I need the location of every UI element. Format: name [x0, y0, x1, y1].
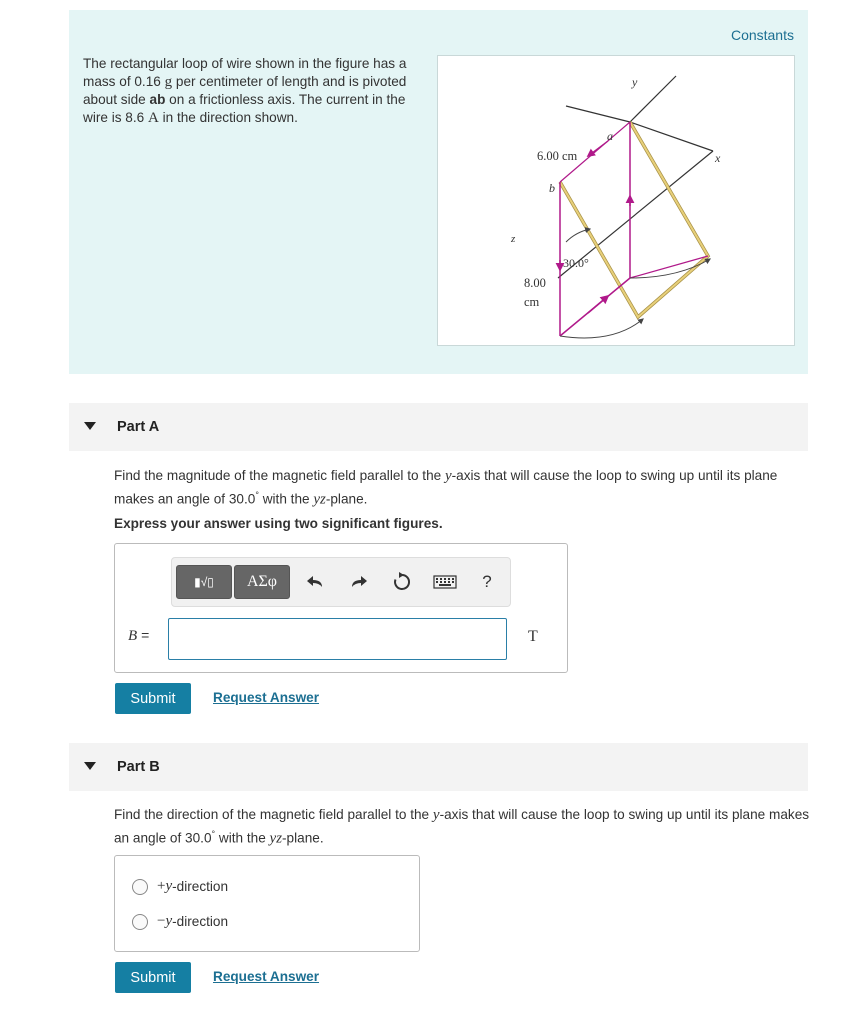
- part-a-question: [114, 466, 794, 510]
- pivot-side: ab: [149, 92, 166, 107]
- axis-back-line: [566, 106, 630, 122]
- help-icon[interactable]: [475, 570, 499, 594]
- label-b: b: [549, 181, 555, 195]
- radio-minus-y[interactable]: [132, 914, 148, 930]
- option-minus-sign: −: [157, 913, 166, 929]
- qb-text-3: with the: [215, 830, 270, 846]
- collapse-triangle-icon[interactable]: [84, 422, 96, 430]
- templates-label: ▮√▯: [194, 575, 214, 589]
- collapse-triangle-icon[interactable]: [84, 762, 96, 770]
- intro-text-2: per centimeter of length and is pivoted about side: [83, 74, 407, 107]
- part-a-request-answer-link[interactable]: Request Answer: [213, 690, 320, 705]
- qa-axis: y: [444, 468, 452, 484]
- mass-unit: g: [164, 74, 173, 90]
- length-label-2: cm: [524, 295, 540, 309]
- intro-text-4: in the direction shown.: [158, 110, 298, 125]
- symbols-button[interactable]: [234, 565, 290, 599]
- option-plus-y[interactable]: [132, 878, 228, 895]
- qb-axis: y: [432, 807, 440, 823]
- option-plus-sign: +: [157, 878, 166, 894]
- width-label: 6.00 cm: [537, 149, 578, 163]
- part-b-submit-button[interactable]: Submit: [115, 962, 191, 993]
- part-b-request-answer-link[interactable]: Request Answer: [213, 969, 320, 984]
- part-b-title: Part B: [117, 759, 160, 775]
- length-label-1: 8.00: [524, 276, 546, 290]
- angle-label: 30.0°: [563, 256, 589, 270]
- part-a-submit-button[interactable]: Submit: [115, 683, 191, 714]
- option-minus-y[interactable]: [132, 913, 228, 930]
- option-plus-label: -direction: [172, 879, 229, 894]
- part-a-header[interactable]: [69, 403, 808, 451]
- math-toolbar: [171, 557, 511, 607]
- swung-loop-fill: [560, 122, 708, 317]
- intro-text-1: The rectangular loop of wire shown in the figure has a mass of 0.16: [83, 56, 407, 89]
- reset-icon[interactable]: [390, 570, 414, 594]
- qa-plane: yz: [313, 491, 326, 508]
- qb-degree: °: [211, 829, 216, 839]
- option-minus-var: y: [165, 913, 173, 929]
- undo-icon[interactable]: [303, 570, 327, 594]
- option-plus-var: y: [165, 878, 173, 894]
- qa-text-4: -plane.: [325, 491, 368, 507]
- variable-b: B: [128, 628, 138, 644]
- qb-text-1: Find the direction of the magnetic field parallel to the: [114, 807, 433, 822]
- qa-text-1: Find the magnitude of the magnetic field parallel to the: [114, 468, 445, 483]
- label-x: x: [715, 151, 721, 165]
- current-arrow-bottom: [588, 296, 608, 313]
- radio-plus-y[interactable]: [132, 879, 148, 895]
- qb-text-4: -plane.: [282, 830, 324, 846]
- qb-text-2: -axis that will cause the loop to swing up until its plane makes an angle of 30.0: [114, 807, 810, 846]
- unit-label: T: [528, 628, 538, 645]
- keyboard-icon[interactable]: [430, 570, 460, 594]
- qa-text-2: -axis that will cause the loop to swing up until its plane makes an angle of 30.0: [114, 468, 778, 507]
- label-z: z: [511, 233, 516, 245]
- part-a-instruction: Express your answer using two significant figures.: [114, 516, 443, 531]
- part-a-title: Part A: [117, 419, 160, 435]
- redo-icon[interactable]: [347, 570, 371, 594]
- loop-figure: [437, 55, 795, 346]
- qb-plane: yz: [269, 830, 283, 847]
- current-arrow-top: [588, 141, 608, 156]
- part-b-header[interactable]: [69, 743, 808, 791]
- variable-label: [128, 627, 149, 645]
- answer-box: [114, 543, 568, 673]
- option-minus-label: -direction: [172, 914, 229, 929]
- equals-sign: =: [141, 627, 150, 643]
- direction-choices: [114, 855, 420, 952]
- constants-link[interactable]: Constants: [730, 27, 794, 43]
- label-a: a: [607, 129, 613, 143]
- intro-text-3: on a frictionless axis. The current in the wire is 8.6: [83, 92, 406, 125]
- part-b-question: [114, 805, 814, 849]
- qa-degree: °: [255, 490, 259, 500]
- problem-panel: [69, 10, 808, 374]
- answer-input[interactable]: [168, 618, 507, 660]
- templates-button[interactable]: [176, 565, 232, 599]
- current-unit: A: [147, 110, 159, 126]
- qa-text-3: with the: [258, 491, 314, 507]
- symbols-label: ΑΣφ: [246, 573, 278, 590]
- label-y: y: [632, 75, 638, 89]
- swing-arc-bottom: [560, 319, 643, 338]
- help-label: ?: [482, 572, 492, 591]
- loop-diagram: [438, 56, 794, 345]
- problem-statement: [83, 55, 423, 127]
